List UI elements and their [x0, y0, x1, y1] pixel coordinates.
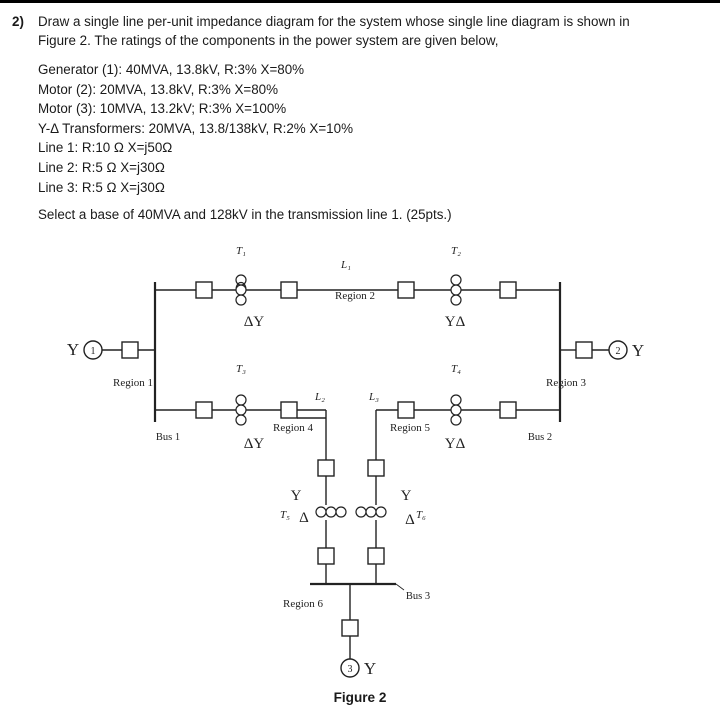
question-line-1: Draw a single line per-unit impedance diagram for the system whose single line diagram is shown in	[38, 14, 630, 29]
t4-connection: YΔ	[444, 436, 466, 452]
region-2-label: Region 2	[334, 290, 376, 302]
bus-3-label: Bus 3	[405, 591, 431, 602]
t5-delta: Δ	[299, 510, 309, 526]
transformer-t2-icon	[451, 275, 461, 305]
breaker-icon	[368, 548, 384, 564]
breaker-icon	[500, 402, 516, 418]
bus-1-label: Bus 1	[155, 432, 181, 443]
breaker-icon	[500, 282, 516, 298]
breaker-icon	[281, 402, 297, 418]
breaker-icon	[196, 402, 212, 418]
question-line-2: Figure 2. The ratings of the components in the power system are given below,	[38, 33, 499, 48]
region-6-label: Region 6	[282, 598, 324, 610]
t3-connection: ΔY	[243, 436, 265, 452]
breaker-icon	[398, 282, 414, 298]
transformer-t4-icon	[451, 395, 461, 425]
l1-label: L₁	[341, 259, 351, 271]
t3-label: T₃	[236, 363, 246, 375]
transformer-t5-icon	[316, 507, 346, 517]
breaker-icon	[318, 548, 334, 564]
spec-motor-2: Motor (2): 20MVA, 13.8kV, R:3% X=80%	[38, 81, 279, 97]
breaker-icon	[398, 402, 414, 418]
generator-1	[67, 340, 155, 359]
t1-label: T₁	[236, 245, 246, 257]
l2-label: L₂	[315, 391, 325, 403]
t6-delta: Δ	[405, 512, 415, 528]
l3-label: L₃	[369, 391, 379, 403]
motor-3-number: 3	[347, 664, 353, 675]
motor-2-number: 2	[615, 346, 621, 357]
breaker-icon	[318, 460, 334, 476]
spec-motor-3: Motor (3): 10MVA, 13.2kV; R:3% X=100%	[38, 101, 287, 117]
breaker-icon	[342, 620, 358, 636]
motor-3	[341, 584, 376, 678]
breaker-icon	[122, 342, 138, 358]
upper-path	[155, 245, 560, 330]
motor-2	[560, 341, 644, 360]
t4-label: T₄	[451, 363, 461, 375]
spec-line-1: Line 1: R:10 Ω X=j50Ω	[38, 140, 173, 156]
t2-connection: YΔ	[444, 314, 466, 330]
wye-symbol: Y	[363, 659, 377, 678]
t5-label: T₅	[280, 509, 290, 521]
generator-1-number: 1	[90, 346, 96, 357]
wye-symbol: Y	[631, 341, 645, 360]
transformer-t1-icon	[236, 275, 246, 305]
question-number: 2)	[12, 14, 24, 29]
breaker-icon	[281, 282, 297, 298]
t6-label: T₆	[416, 509, 426, 521]
spec-line-3: Line 3: R:5 Ω X=j30Ω	[38, 179, 165, 195]
breaker-icon	[196, 282, 212, 298]
region-3-label: Region 3	[545, 377, 587, 389]
t5-wye: Y	[290, 488, 302, 504]
spec-transformers: Y-Δ Transformers: 20MVA, 13.8/138kV, R:2% X=10%	[38, 120, 353, 136]
spec-generator-1: Generator (1): 40MVA, 13.8kV, R:3% X=80%	[38, 62, 305, 77]
breaker-icon	[368, 460, 384, 476]
t1-connection: ΔY	[243, 314, 265, 330]
spec-line-2: Line 2: R:5 Ω X=j30Ω	[38, 159, 165, 175]
transformer-t3-icon	[236, 395, 246, 425]
t2-label: T₂	[451, 245, 461, 257]
region-6-transformers	[280, 460, 426, 584]
lower-path	[155, 363, 560, 460]
region-1-label: Region 1	[112, 377, 154, 389]
figure-caption: Figure 2	[333, 690, 387, 705]
bus-2-label: Bus 2	[527, 432, 553, 443]
region-4-label: Region 4	[272, 422, 314, 434]
t6-wye: Y	[400, 488, 412, 504]
base-instruction: Select a base of 40MVA and 128kV in the transmission line 1. (25pts.)	[38, 207, 452, 222]
region-5-label: Region 5	[389, 422, 431, 434]
breaker-icon	[576, 342, 592, 358]
transformer-t6-icon	[356, 507, 386, 517]
wye-symbol: Y	[66, 340, 80, 359]
